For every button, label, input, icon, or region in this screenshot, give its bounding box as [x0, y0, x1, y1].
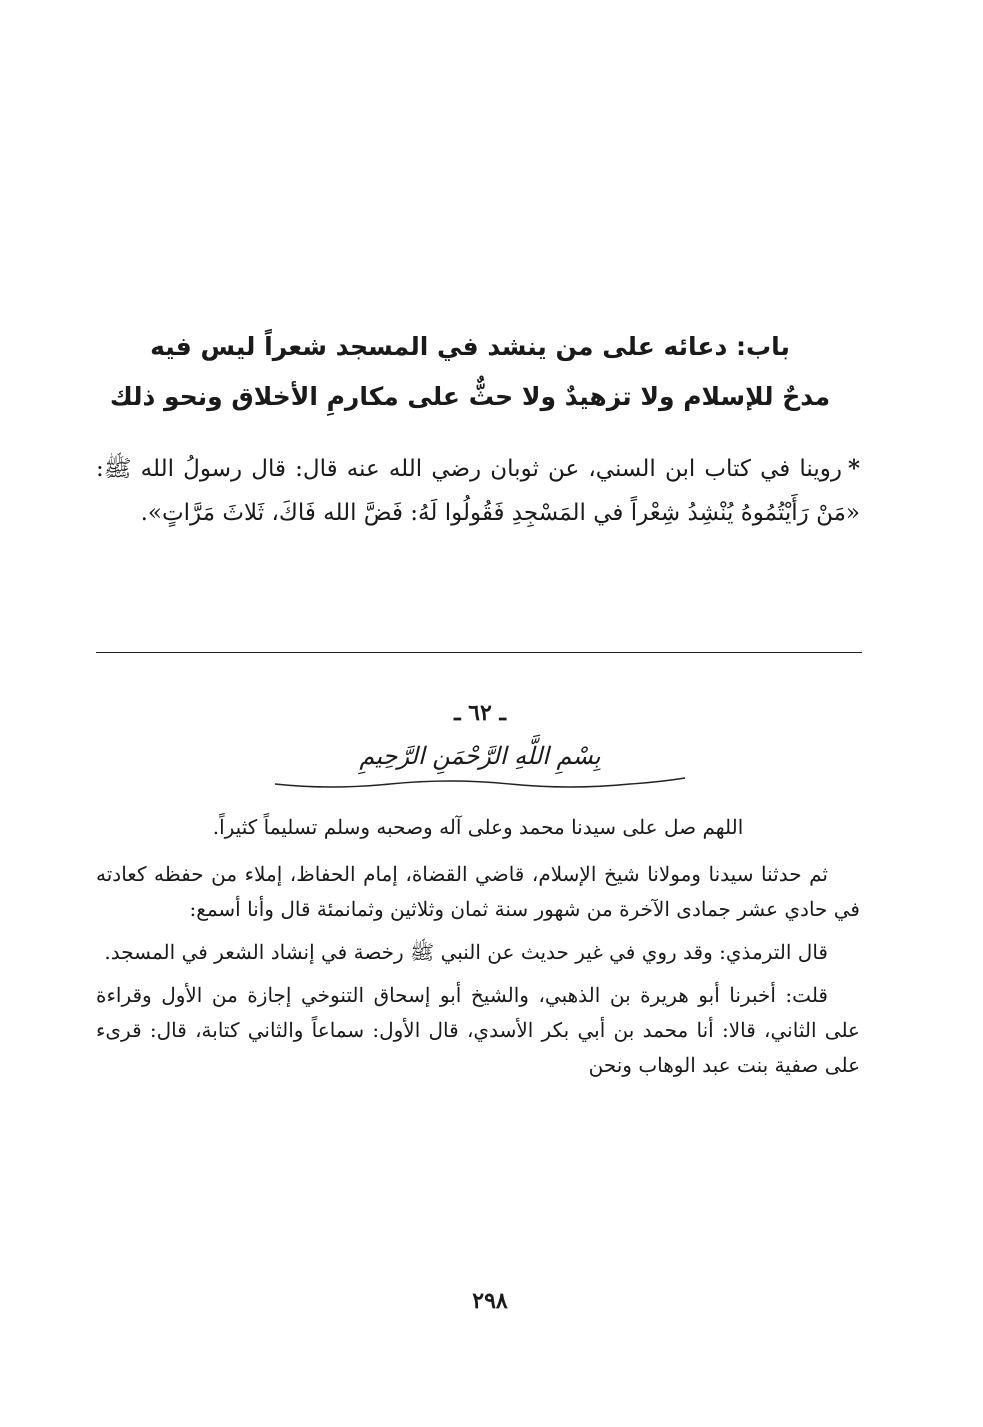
chapter-title-line-2: مدحٌ للإسلام ولا تزهيدٌ ولا حثٌّ على مكارمِ الأخلاق ونحو ذلك — [109, 382, 831, 411]
body-paragraph: قلت: أخبرنا أبو هريرة بن الذهبي، والشيخ أبو إسحاق التنوخي إجازة من الأول وقراءة على الثاني، قالا: أنا محمد بن أبي بكر الأسدي، قال الأول: سماعاً والثاني كتابة، قال: قرىء على صفية بنت عبد الوهاب ونحن — [96, 983, 860, 1077]
chapter-title-line-1: باب: دعائه على من ينشد في المسجد شعراً ليس فيه — [150, 332, 790, 361]
section-number: ـ ٦٢ ـ — [454, 700, 506, 726]
body-paragraph: قال الترمذي: وقد روي في غير حديث عن النبي ﷺ رخصة في إنشاد الشعر في المسجد. — [104, 940, 828, 964]
page-number: ٢٩٨ — [472, 1288, 508, 1314]
salutation-paragraph: اللهم صل على سيدنا محمد وعلى آله وصحبه وسلم تسليماً كثيراً. — [212, 815, 744, 839]
basmala-text: بِسْمِ اللَّهِ الرَّحْمَنِ الرَّحِيمِ — [359, 742, 601, 770]
hadith-paragraph — [96, 447, 860, 535]
basmala-flourish-ornament — [270, 772, 690, 792]
body-paragraph: ثم حدثنا سيدنا ومولانا شيخ الإسلام، قاضي القضاة، إمام الحفاظ، إملاء من حفظه كعادته في حادي عشر جمادى الآخرة من شهور سنة ثمان وثلاثين وثمانمئة قال وأنا أسمع: — [96, 862, 860, 921]
hadith-text: روينا في كتاب ابن السني، عن ثوبان رضي الله عنه قال: قال رسولُ الله ﷺ: «مَنْ رَأَيْتُمُوهُ يُنْشِدُ شِعْراً في المَسْجِدِ فَقُولُوا لَهُ: فَضَّ الله فَاكَ، ثَلاثَ مَرَّاتٍ». — [96, 456, 860, 526]
section-divider — [96, 652, 862, 653]
basmala — [230, 742, 730, 794]
asterisk-marker: * — [847, 455, 860, 482]
body-text — [96, 810, 860, 1091]
chapter-heading — [100, 322, 840, 422]
